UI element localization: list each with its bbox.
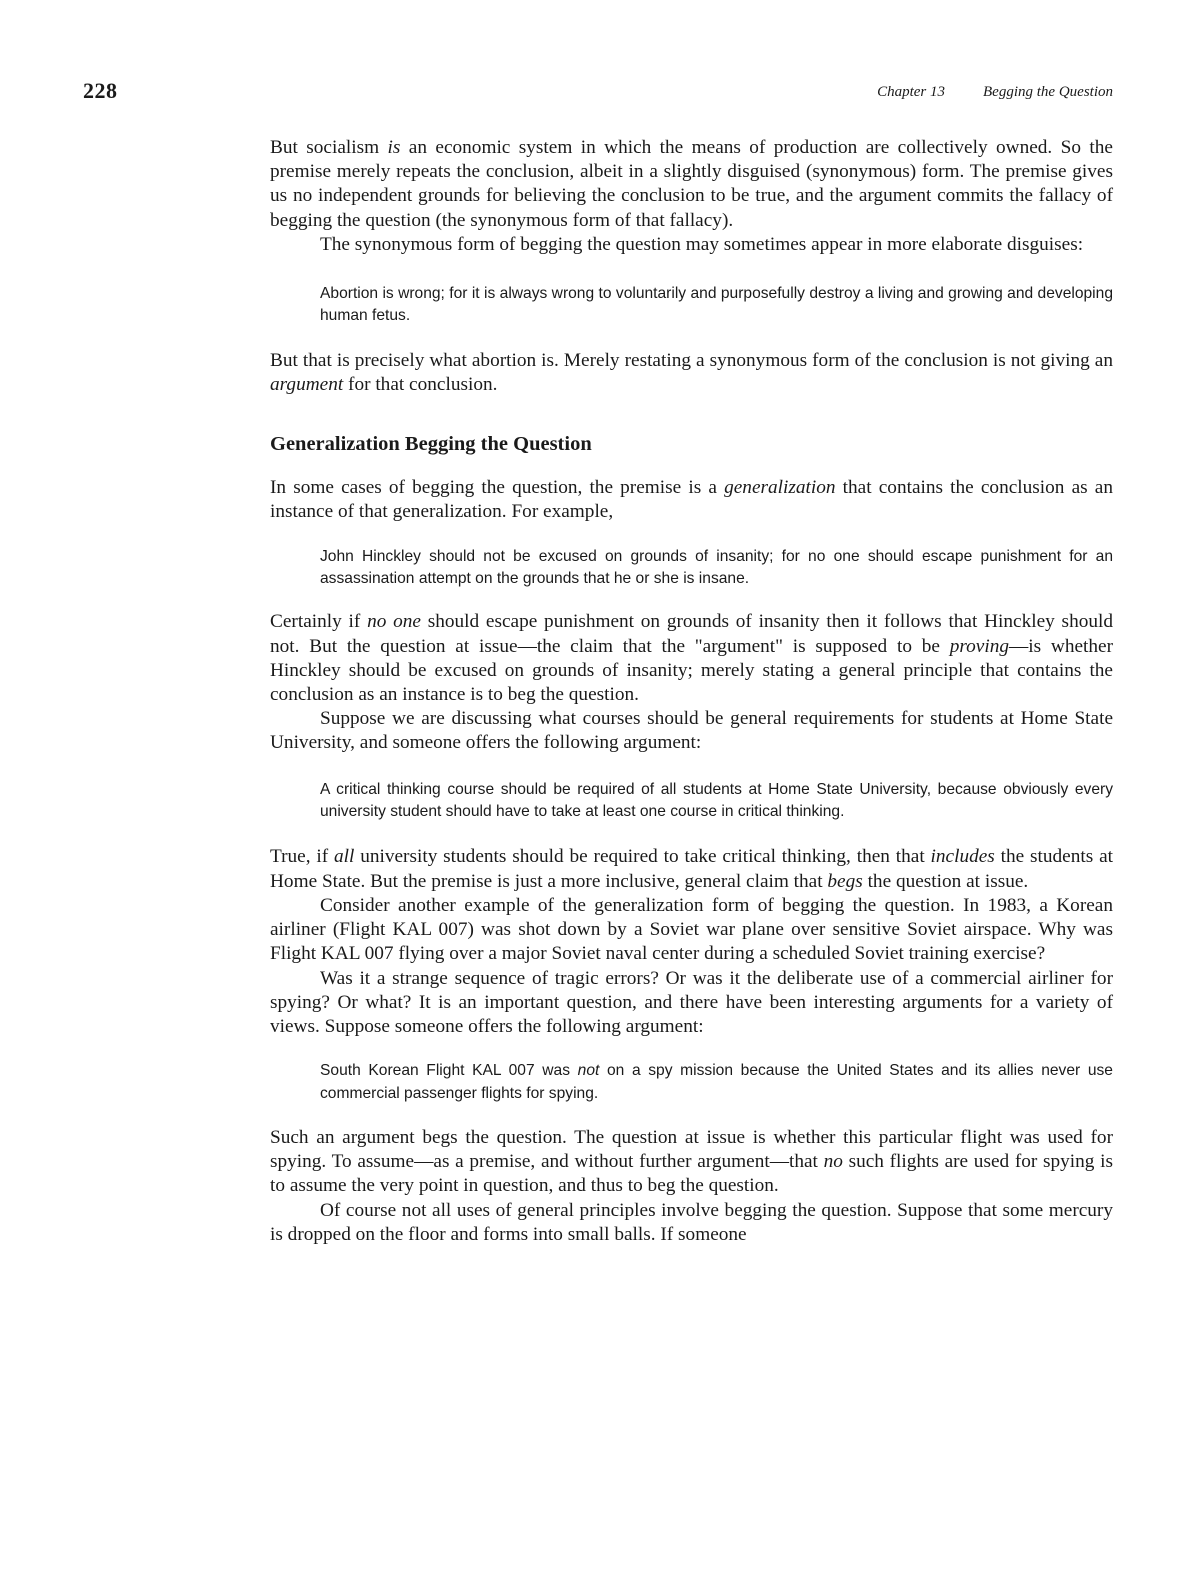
- emphasis: proving: [949, 635, 1009, 657]
- emphasis: includes: [930, 846, 995, 868]
- paragraph: Suppose we are discussing what courses should be general requirements for students at Home State University, and someone offers the following argument:: [270, 708, 1113, 754]
- emphasis: begs: [827, 870, 863, 892]
- paragraph: The synonymous form of begging the question may sometimes appear in more elaborate disguises:: [320, 233, 1084, 255]
- emphasis: is: [387, 137, 401, 158]
- paragraph: [270, 845, 1113, 893]
- text-run: an economic system in which the means of production are collectively owned. So the premise merely repeats the conclusion, albeit in a slightly disguised (synonymous) form. The premise gives us no independent grounds for believing the conclusion to be true, and the argument commits the fallacy of begging the question (the synonymous form of that fallacy).: [270, 137, 1113, 231]
- block-quote: A critical thinking course should be required of all students at Home State University, because obviously every university student should have to take at least one course in critical thinking.: [320, 780, 1113, 821]
- paragraph: Was it a strange sequence of tragic errors? Or was it the deliberate use of a commercial airliner for spying? Or what? It is an important question, and there have been interesting arguments for a variety of views. Suppose someone offers the following argument:: [270, 967, 1113, 1037]
- emphasis: all: [334, 846, 355, 868]
- text-run: the question at issue.: [862, 870, 1029, 892]
- block-quote: [320, 1060, 1113, 1105]
- paragraph: [270, 610, 1113, 707]
- text-run: In some cases of begging the question, the premise is a: [270, 477, 725, 499]
- emphasis: no one: [367, 611, 421, 633]
- text-run: But that is precisely what abortion is. Merely restating a synonymous form of the conclusion is not giving an: [270, 349, 1113, 371]
- block-quote: John Hinckley should not be excused on grounds of insanity; for no one should escape punishment for an assassination attempt on the grounds that he or she is insane.: [320, 547, 1113, 588]
- text-run: South Korean Flight KAL 007 was: [320, 1062, 578, 1080]
- paragraph: Consider another example of the generalization form of begging the question. In 1983, a Korean airliner (Flight KAL 007) was shot down by a Soviet war plane over sensitive Soviet airspace. Why was Flight KAL 007 flying over a major Soviet naval center during a scheduled Soviet training exercise?: [270, 894, 1113, 965]
- text-run: the students at Home State. But the premise is just a more inclusive, general claim that: [270, 846, 1114, 892]
- text-run: Such an argument begs the question. The question at issue is whether this particular flight was used for spying. To assume—as a premise, and without further argument—that: [270, 1126, 1113, 1173]
- text-run: university students should be required to take critical thinking, then that: [354, 846, 931, 868]
- section-heading: Generalization Begging the Question: [270, 433, 592, 456]
- paragraph: [270, 476, 1113, 524]
- running-header: [877, 84, 1113, 101]
- text-run: such flights are used for spying is to assume the very point in question, and thus to beg the question.: [270, 1151, 1113, 1197]
- text-run: for that conclusion.: [343, 374, 498, 396]
- emphasis: no: [823, 1151, 843, 1173]
- text-run: But socialism: [270, 137, 388, 158]
- emphasis: not: [577, 1062, 600, 1080]
- paragraph: [270, 136, 1113, 233]
- page-body: [270, 136, 1113, 1247]
- paragraph: [270, 1126, 1113, 1199]
- text-run: on a spy mission because the United States and its allies never use commercial passenger flights for spying.: [320, 1062, 1113, 1102]
- running-header-chapter: Chapter 13: [877, 84, 946, 100]
- text-run: that contains the conclusion as an instance of that generalization. For example,: [270, 477, 1113, 523]
- text-run: —is whether Hinckley should be excused on grounds of insanity; merely stating a general principle that contains the conclusion as an instance is to beg the question.: [270, 635, 1114, 706]
- running-header-title: Begging the Question: [983, 84, 1113, 100]
- text-run: should escape punishment on grounds of insanity then it follows that Hinckley should not. But the question at issue—the claim that the "argument" is supposed to be: [270, 611, 1113, 657]
- block-quote: Abortion is wrong; for it is always wrong to voluntarily and purposefully destroy a living and growing and developing human fetus.: [320, 285, 1113, 325]
- emphasis: generalization: [724, 477, 836, 499]
- text-run: True, if: [270, 846, 335, 868]
- paragraph: [270, 349, 1113, 397]
- text-run: Certainly if: [270, 611, 368, 633]
- page-number: 228: [83, 78, 118, 103]
- emphasis: argument: [270, 374, 344, 396]
- paragraph: Of course not all uses of general principles involve begging the question. Suppose that some mercury is dropped on the floor and forms into small balls. If someone: [270, 1199, 1113, 1245]
